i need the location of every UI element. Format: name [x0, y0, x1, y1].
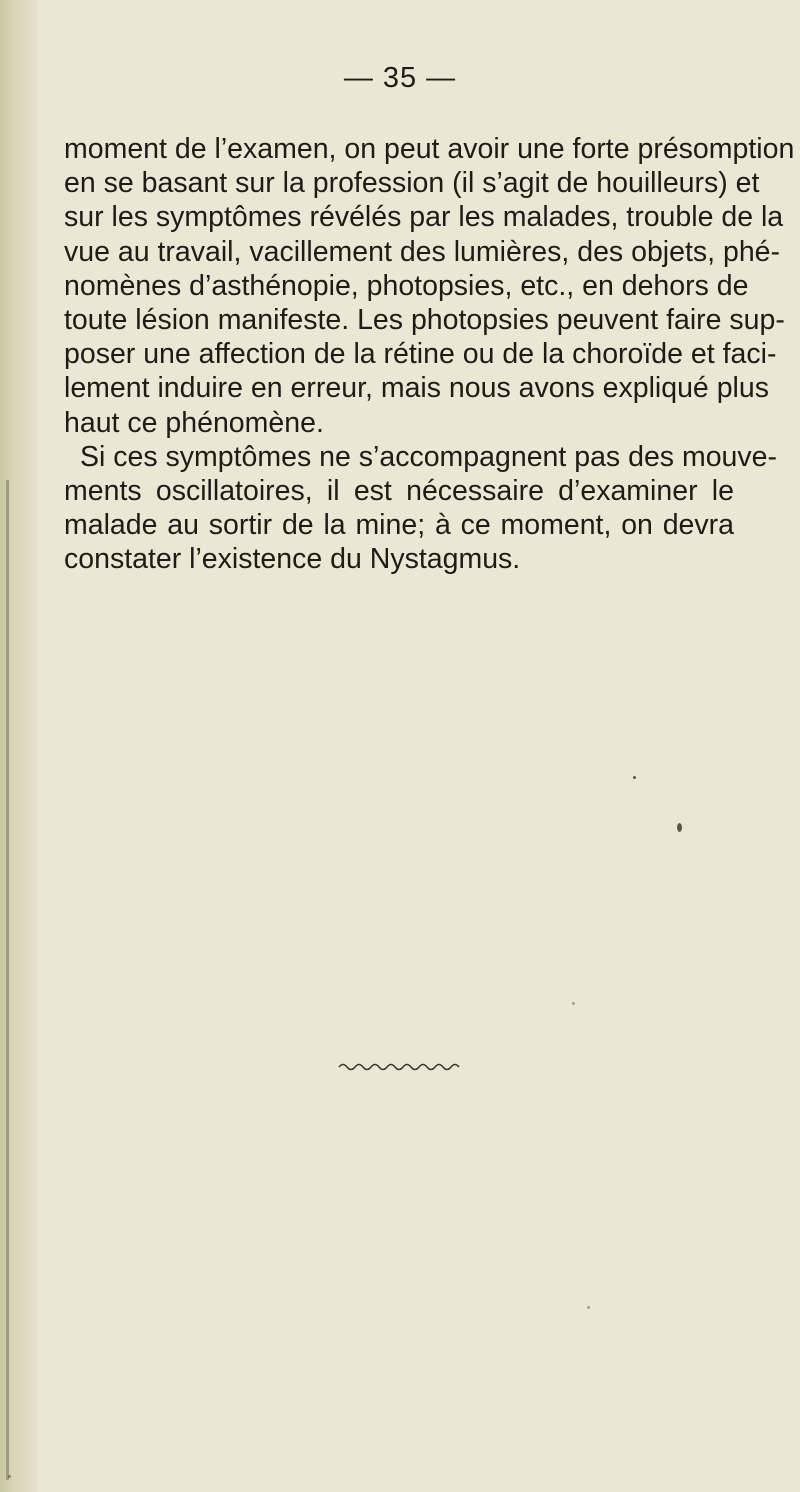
print-speck	[8, 1475, 11, 1478]
page-number: — 35 —	[343, 62, 457, 94]
text-line: constater l’existence du Nystagmus.	[64, 543, 521, 576]
print-speck	[633, 776, 636, 779]
text-line: vue au travail, vacillement des lumières, des objets, phé-	[64, 235, 781, 268]
body-text	[64, 132, 795, 576]
paragraph-2	[64, 440, 777, 577]
paragraph-1	[64, 132, 795, 440]
text-line: toute lésion manifeste. Les photopsies peuvent faire sup-	[64, 303, 785, 336]
text-line: malade au sortir de la mine; à ce moment, on devra	[64, 509, 734, 542]
print-speck	[587, 1306, 590, 1309]
print-speck	[677, 823, 682, 832]
text-line: poser une affection de la rétine ou de la choroïde et faci-	[64, 338, 777, 371]
wavy-rule-ornament	[337, 1060, 461, 1074]
text-line: nomènes d’asthénopie, photopsies, etc., en dehors de	[64, 269, 749, 302]
text-line: haut ce phénomène.	[64, 406, 324, 439]
text-line: lement induire en erreur, mais nous avons expliqué plus	[64, 372, 769, 405]
text-line: ments oscillatoires, il est nécessaire d’examiner le	[64, 474, 734, 507]
text-line: sur les symptômes révélés par les malades, trouble de la	[64, 201, 784, 234]
print-speck	[572, 1002, 575, 1005]
text-line: moment de l’examen, on peut avoir une forte présomption	[64, 133, 795, 165]
text-line: Si ces symptômes ne s’accompagnent pas des mouve-	[80, 440, 777, 473]
text-line: en se basant sur la profession (il s’agit de houilleurs) et	[64, 167, 760, 200]
